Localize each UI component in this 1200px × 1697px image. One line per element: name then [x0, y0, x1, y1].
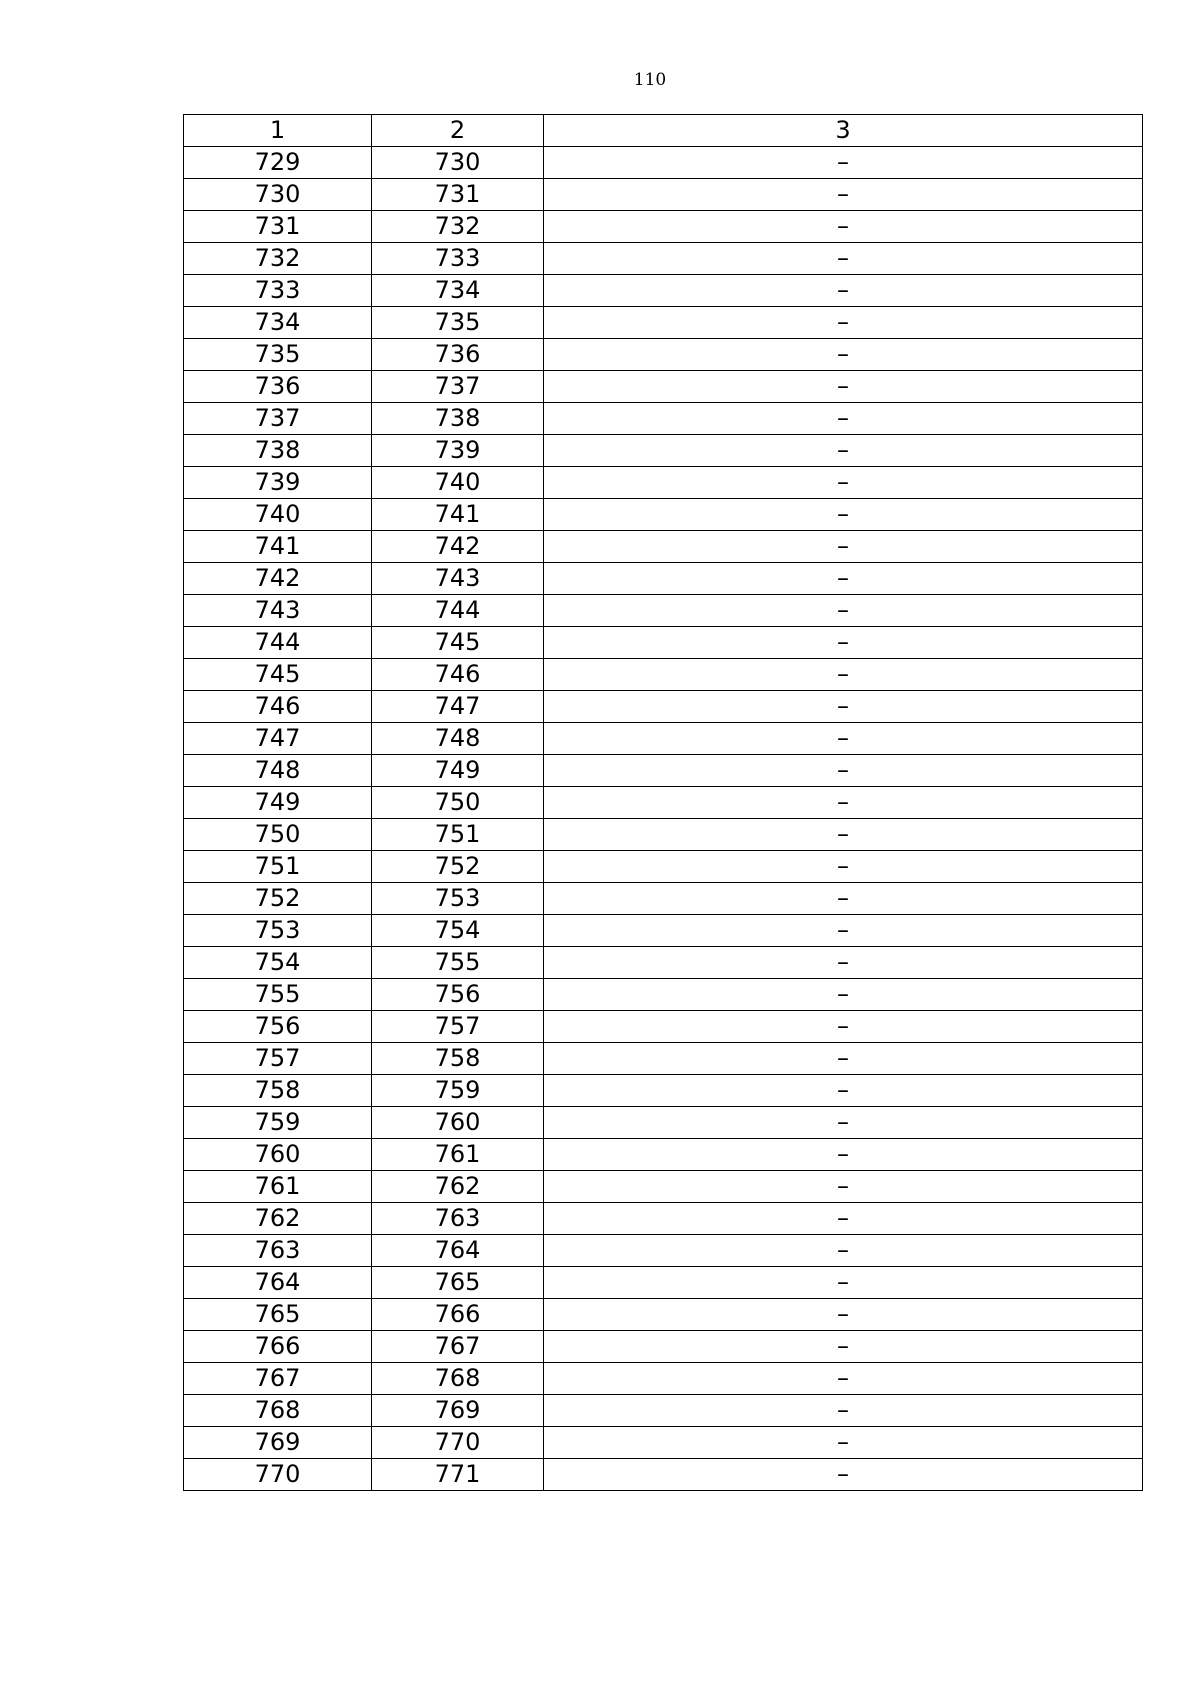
table-cell-col-1: 741: [184, 531, 372, 563]
table-cell-col-3: –: [544, 1203, 1143, 1235]
table-row: [184, 819, 1143, 851]
table-cell-col-2: 763: [372, 1203, 544, 1235]
table-row: [184, 339, 1143, 371]
table-cell-col-1: 739: [184, 467, 372, 499]
table-cell-col-1: 730: [184, 179, 372, 211]
table-row: [184, 659, 1143, 691]
table-cell-col-1: 763: [184, 1235, 372, 1267]
table-cell-col-2: 751: [372, 819, 544, 851]
table-cell-col-3: –: [544, 979, 1143, 1011]
table-row: [184, 563, 1143, 595]
table-cell-col-3: –: [544, 307, 1143, 339]
table-row: [184, 1427, 1143, 1459]
table-row: [184, 1331, 1143, 1363]
table-cell-col-1: 735: [184, 339, 372, 371]
table-cell-col-2: 762: [372, 1171, 544, 1203]
table-cell-col-1: 737: [184, 403, 372, 435]
table-row: [184, 1139, 1143, 1171]
table-cell-col-2: 744: [372, 595, 544, 627]
data-table: [183, 114, 1143, 1491]
table-cell-col-3: –: [544, 1235, 1143, 1267]
table-cell-col-1: 755: [184, 979, 372, 1011]
table-cell-col-3: –: [544, 819, 1143, 851]
table-cell-col-1: 754: [184, 947, 372, 979]
table-cell-col-3: –: [544, 1011, 1143, 1043]
table-row: [184, 1203, 1143, 1235]
table-cell-col-2: 768: [372, 1363, 544, 1395]
table-row: [184, 531, 1143, 563]
table-cell-col-3: –: [544, 883, 1143, 915]
table-cell-col-2: 764: [372, 1235, 544, 1267]
table-row: [184, 1363, 1143, 1395]
table-cell-col-3: –: [544, 1267, 1143, 1299]
table-cell-col-1: 742: [184, 563, 372, 595]
table-row: [184, 211, 1143, 243]
table-cell-col-2: 771: [372, 1459, 544, 1491]
header-cell-3: 3: [544, 115, 1143, 147]
table-cell-col-1: 764: [184, 1267, 372, 1299]
table-cell-col-3: –: [544, 947, 1143, 979]
table-row: [184, 1235, 1143, 1267]
table-cell-col-2: 734: [372, 275, 544, 307]
table-cell-col-2: 759: [372, 1075, 544, 1107]
table-cell-col-1: 734: [184, 307, 372, 339]
table-cell-col-1: 731: [184, 211, 372, 243]
table-row: [184, 1043, 1143, 1075]
table-row: [184, 243, 1143, 275]
table-cell-col-2: 738: [372, 403, 544, 435]
table-cell-col-3: –: [544, 339, 1143, 371]
table-cell-col-2: 761: [372, 1139, 544, 1171]
table-cell-col-1: 757: [184, 1043, 372, 1075]
table-cell-col-3: –: [544, 1043, 1143, 1075]
table-row: [184, 1459, 1143, 1491]
table-cell-col-2: 755: [372, 947, 544, 979]
table-cell-col-3: –: [544, 211, 1143, 243]
table-cell-col-2: 739: [372, 435, 544, 467]
table-cell-col-1: 740: [184, 499, 372, 531]
table-cell-col-1: 766: [184, 1331, 372, 1363]
page-number: 110: [633, 70, 667, 90]
table-cell-col-3: –: [544, 435, 1143, 467]
table-cell-col-3: –: [544, 467, 1143, 499]
table-row: [184, 691, 1143, 723]
table-cell-col-3: –: [544, 1363, 1143, 1395]
table-row: [184, 947, 1143, 979]
table-row: [184, 1395, 1143, 1427]
table-cell-col-2: 765: [372, 1267, 544, 1299]
table-cell-col-1: 747: [184, 723, 372, 755]
table-cell-col-1: 770: [184, 1459, 372, 1491]
table-cell-col-3: –: [544, 627, 1143, 659]
table-cell-col-2: 742: [372, 531, 544, 563]
table-cell-col-3: –: [544, 595, 1143, 627]
table-cell-col-3: –: [544, 531, 1143, 563]
table-cell-col-1: 745: [184, 659, 372, 691]
table-row: [184, 851, 1143, 883]
table-row: [184, 1267, 1143, 1299]
table-cell-col-1: 738: [184, 435, 372, 467]
table-row: [184, 1171, 1143, 1203]
table-row: [184, 1299, 1143, 1331]
table-row: [184, 915, 1143, 947]
table-cell-col-2: 766: [372, 1299, 544, 1331]
table-cell-col-2: 741: [372, 499, 544, 531]
table-row: [184, 627, 1143, 659]
table-row: [184, 1011, 1143, 1043]
table-cell-col-2: 756: [372, 979, 544, 1011]
table-cell-col-3: –: [544, 403, 1143, 435]
table-row: [184, 435, 1143, 467]
table-cell-col-2: 733: [372, 243, 544, 275]
table-row: [184, 179, 1143, 211]
table-cell-col-3: –: [544, 755, 1143, 787]
table-cell-col-3: –: [544, 243, 1143, 275]
table-cell-col-3: –: [544, 563, 1143, 595]
table-cell-col-1: 768: [184, 1395, 372, 1427]
table-cell-col-1: 744: [184, 627, 372, 659]
header-cell-2: 2: [372, 115, 544, 147]
table-cell-col-3: –: [544, 1427, 1143, 1459]
table-cell-col-2: 770: [372, 1427, 544, 1459]
table-cell-col-1: 762: [184, 1203, 372, 1235]
table-cell-col-1: 746: [184, 691, 372, 723]
table-cell-col-1: 733: [184, 275, 372, 307]
table-cell-col-1: 749: [184, 787, 372, 819]
table-cell-col-1: 761: [184, 1171, 372, 1203]
table-cell-col-3: –: [544, 275, 1143, 307]
table-row: [184, 275, 1143, 307]
table-cell-col-1: 736: [184, 371, 372, 403]
table-header-row: [184, 115, 1143, 147]
table-cell-col-2: 754: [372, 915, 544, 947]
table-cell-col-1: 760: [184, 1139, 372, 1171]
table-cell-col-2: 745: [372, 627, 544, 659]
table-row: [184, 755, 1143, 787]
table-cell-col-2: 731: [372, 179, 544, 211]
table-cell-col-3: –: [544, 371, 1143, 403]
table-cell-col-2: 732: [372, 211, 544, 243]
table-cell-col-3: –: [544, 1107, 1143, 1139]
table-cell-col-3: –: [544, 851, 1143, 883]
table-cell-col-2: 730: [372, 147, 544, 179]
table-cell-col-1: 743: [184, 595, 372, 627]
table-cell-col-1: 752: [184, 883, 372, 915]
table-cell-col-3: –: [544, 659, 1143, 691]
table-cell-col-3: –: [544, 1395, 1143, 1427]
table-cell-col-1: 753: [184, 915, 372, 947]
table-cell-col-3: –: [544, 1459, 1143, 1491]
table-cell-col-2: 736: [372, 339, 544, 371]
table-cell-col-3: –: [544, 1299, 1143, 1331]
table-cell-col-3: –: [544, 499, 1143, 531]
table-cell-col-1: 769: [184, 1427, 372, 1459]
table-cell-col-1: 748: [184, 755, 372, 787]
table-cell-col-1: 767: [184, 1363, 372, 1395]
table-cell-col-3: –: [544, 179, 1143, 211]
table-row: [184, 499, 1143, 531]
table-row: [184, 307, 1143, 339]
table-row: [184, 1075, 1143, 1107]
table-cell-col-1: 759: [184, 1107, 372, 1139]
table-row: [184, 371, 1143, 403]
table-cell-col-2: 757: [372, 1011, 544, 1043]
table-cell-col-1: 729: [184, 147, 372, 179]
table-cell-col-2: 747: [372, 691, 544, 723]
table-row: [184, 883, 1143, 915]
table-row: [184, 467, 1143, 499]
table-cell-col-2: 735: [372, 307, 544, 339]
table-cell-col-2: 753: [372, 883, 544, 915]
table-cell-col-2: 748: [372, 723, 544, 755]
table-cell-col-1: 758: [184, 1075, 372, 1107]
table-cell-col-3: –: [544, 691, 1143, 723]
table-cell-col-2: 737: [372, 371, 544, 403]
table-cell-col-2: 750: [372, 787, 544, 819]
table-cell-col-1: 751: [184, 851, 372, 883]
table-cell-col-2: 743: [372, 563, 544, 595]
table-cell-col-2: 758: [372, 1043, 544, 1075]
table-cell-col-1: 765: [184, 1299, 372, 1331]
table-cell-col-3: –: [544, 147, 1143, 179]
table-cell-col-3: –: [544, 915, 1143, 947]
table-row: [184, 1107, 1143, 1139]
table-cell-col-2: 767: [372, 1331, 544, 1363]
table-cell-col-1: 750: [184, 819, 372, 851]
table-row: [184, 723, 1143, 755]
table-cell-col-1: 756: [184, 1011, 372, 1043]
table-cell-col-2: 746: [372, 659, 544, 691]
table-cell-col-3: –: [544, 1075, 1143, 1107]
table-cell-col-1: 732: [184, 243, 372, 275]
table-row: [184, 595, 1143, 627]
table-cell-col-2: 740: [372, 467, 544, 499]
table-row: [184, 147, 1143, 179]
header-cell-1: 1: [184, 115, 372, 147]
table-cell-col-3: –: [544, 723, 1143, 755]
table-cell-col-2: 752: [372, 851, 544, 883]
table-cell-col-2: 760: [372, 1107, 544, 1139]
table-cell-col-2: 769: [372, 1395, 544, 1427]
table-cell-col-3: –: [544, 787, 1143, 819]
table-cell-col-3: –: [544, 1139, 1143, 1171]
table-row: [184, 787, 1143, 819]
table-cell-col-3: –: [544, 1171, 1143, 1203]
table-cell-col-2: 749: [372, 755, 544, 787]
table-row: [184, 979, 1143, 1011]
table-cell-col-3: –: [544, 1331, 1143, 1363]
table-row: [184, 403, 1143, 435]
